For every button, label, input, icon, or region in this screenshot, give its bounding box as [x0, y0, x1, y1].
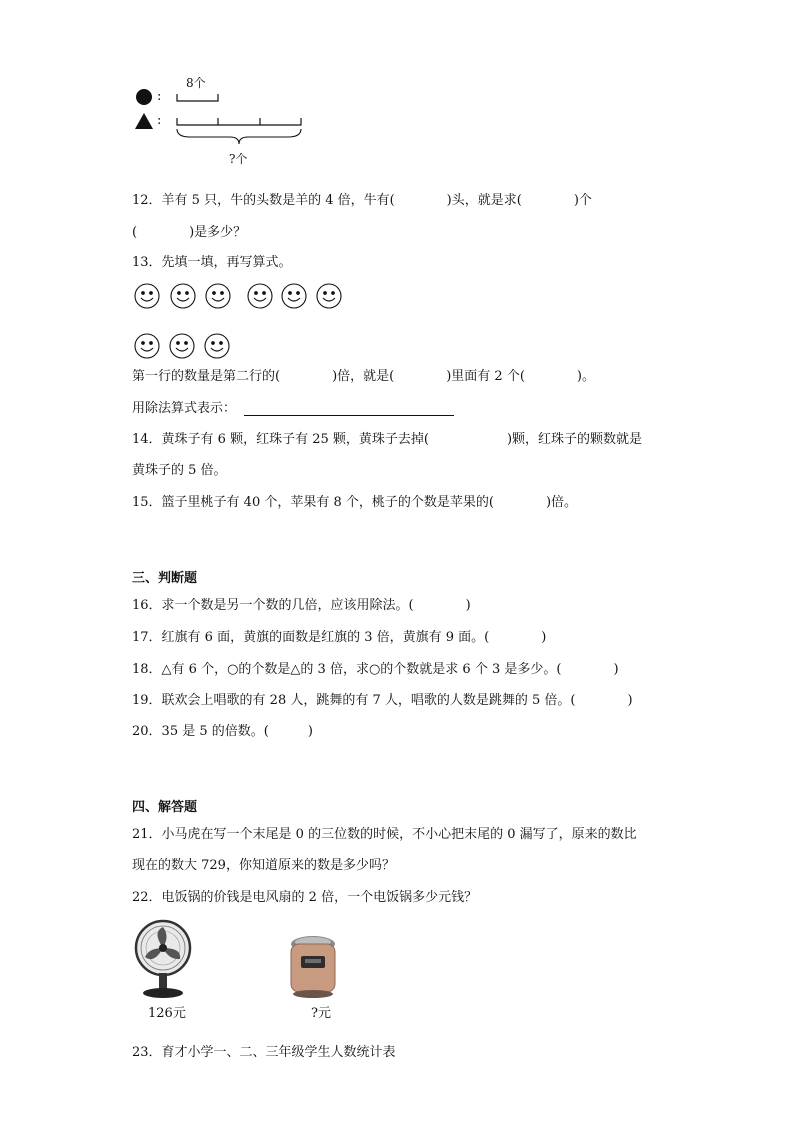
smiley-row-1 [132, 282, 352, 312]
smiley-icon [170, 334, 194, 358]
circle-colon: : [157, 89, 162, 104]
q17: 17．红旗有 6 面，黄旗的面数是红旗的 3 倍，黄旗有 9 面。( ) [132, 630, 547, 645]
triangle-icon [135, 113, 153, 129]
smiley-icon [171, 284, 195, 308]
q21-line1: 21．小马虎在写一个末尾是 0 的三位数的时候，不小心把末尾的 0 漏写了，原来的数比 [132, 827, 637, 842]
circle-icon [136, 89, 152, 105]
smiley-row-2 [132, 332, 252, 362]
triangle-colon: : [157, 113, 162, 128]
q12-line1: 12．羊有 5 只，牛的头数是羊的 4 倍，牛有( )头，就是求( )个 [132, 193, 592, 208]
diagram-top-label: 8个 [186, 76, 206, 90]
q13-formula-label: 用除法算式表示： [132, 401, 237, 416]
rice-cooker-icon [291, 936, 335, 998]
total-brace [177, 129, 301, 144]
q16: 16．求一个数是另一个数的几倍，应该用除法。( ) [132, 598, 471, 613]
q15-line1: 15．篮子里桃子有 40 个，苹果有 8 个，桃子的个数是苹果的( )倍。 [132, 495, 578, 510]
q23: 23．育才小学一、二、三年级学生人数统计表 [132, 1045, 396, 1060]
smiley-icon [205, 334, 229, 358]
q13-formula-answer-line[interactable] [244, 415, 454, 416]
smiley-icon [135, 334, 159, 358]
circle-bar [177, 94, 218, 101]
q12-line2: ( )是多少？ [132, 225, 247, 240]
electric-fan-image [130, 918, 200, 1002]
smiley-icon [248, 284, 272, 308]
q14-line1: 14．黄珠子有 6 颗，红珠子有 25 颗，黄珠子去掉( )颗，红珠子的颗数就是 [132, 432, 643, 447]
q13-title: 13．先填一填，再写算式。 [132, 255, 292, 270]
q21-line2: 现在的数大 729，你知道原来的数是多少吗？ [132, 858, 395, 873]
smiley-icon [317, 284, 341, 308]
smiley-icon [206, 284, 230, 308]
q20: 20．35 是 5 的倍数。( ) [132, 724, 313, 739]
cooker-price-label: ?元 [311, 1006, 331, 1021]
q22: 22．电饭锅的价钱是电风扇的 2 倍，一个电饭锅多少元钱？ [132, 890, 478, 905]
rice-cooker-image [287, 930, 339, 1002]
q18: 18．△有 6 个，○的个数是△的 3 倍，求○的个数就是求 6 个 3 是多少。( ) [132, 662, 619, 677]
triangle-bar [177, 118, 301, 125]
section3-title: 三、判断题 [132, 571, 198, 586]
fan-icon [136, 921, 190, 998]
diagram-bottom-label: ?个 [229, 152, 248, 166]
fan-price-label: 126元 [148, 1006, 186, 1021]
smiley-icon [135, 284, 159, 308]
q13-fill-line: 第一行的数量是第二行的( )倍，就是( )里面有 2 个( )。 [132, 369, 595, 384]
smiley-icon [282, 284, 306, 308]
q14-line2: 黄珠子的 5 倍。 [132, 463, 227, 478]
q19: 19．联欢会上唱歌的有 28 人，跳舞的有 7 人，唱歌的人数是跳舞的 5 倍。( ) [132, 693, 633, 708]
section4-title: 四、解答题 [132, 800, 198, 815]
